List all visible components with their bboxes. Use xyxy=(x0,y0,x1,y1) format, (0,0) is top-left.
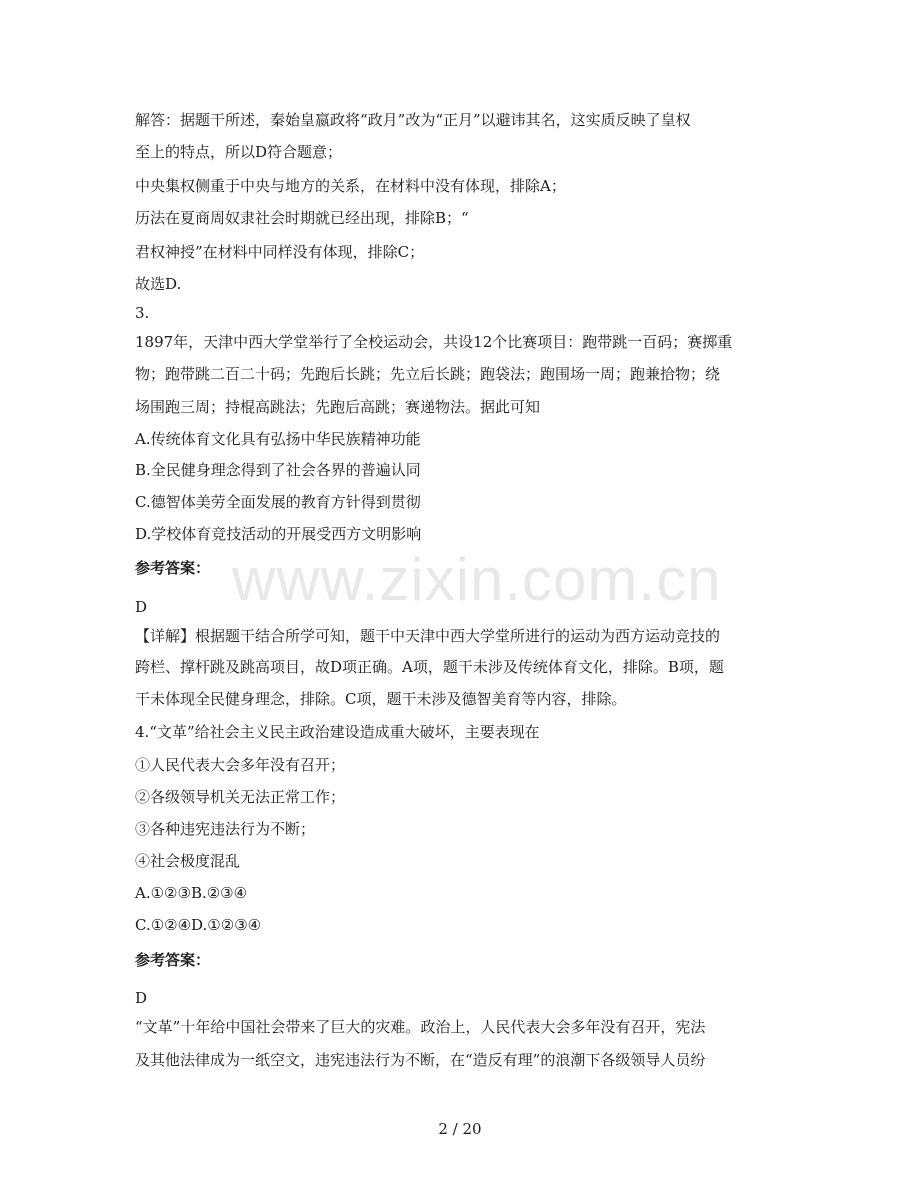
statement-item: ③各种违宪违法行为不断； xyxy=(135,820,316,838)
option-c: C.德智体美劳全面发展的教育方针得到贯彻 xyxy=(135,493,421,511)
question-stem-line: 1897年，天津中西大学堂举行了全校运动会，共设12个比赛项目：跑带跳一百码；赛掷重 xyxy=(135,333,733,351)
question-number: 3. xyxy=(135,304,150,322)
answer-text-line: 至上的特点，所以D符合题意； xyxy=(135,143,343,161)
answer-text-line: 解答：据题干所述，秦始皇嬴政将“政月”改为“正月”以避讳其名，这实质反映了皇权 xyxy=(135,111,691,129)
option-d: D.学校体育竞技活动的开展受西方文明影响 xyxy=(135,525,422,543)
question-stem-line: 4.“文革”给社会主义民主政治建设造成重大破坏，主要表现在 xyxy=(135,723,540,741)
option-a: A.传统体育文化具有弘扬中华民族精神功能 xyxy=(135,430,421,448)
explanation-line: 【详解】根据题干结合所学可知，题干中天津中西大学堂所进行的运动为西方运动竞技的 xyxy=(135,627,721,645)
question-stem-line: 场围跑三周；持棍高跳法；先跑后高跳；赛递物法。据此可知 xyxy=(135,398,541,416)
options-cd: C.①②④D.①②③④ xyxy=(135,916,262,934)
page-number: 2 / 20 xyxy=(438,1120,482,1138)
answer-text-line: 中央集权侧重于中央与地方的关系，在材料中没有体现，排除A； xyxy=(135,177,566,195)
statement-item: ①人民代表大会多年没有召开； xyxy=(135,756,346,774)
watermark: www.zixin.com.cn xyxy=(232,546,722,613)
answer-letter: D xyxy=(135,989,148,1007)
answer-letter: D xyxy=(135,598,148,616)
answer-text-line: 故选D. xyxy=(135,275,182,293)
options-ab: A.①②③B.②③④ xyxy=(135,884,248,902)
explanation-line: 及其他法律成为一纸空文，违宪违法行为不断，在“造反有理”的浪潮下各级领导人员纷 xyxy=(135,1051,706,1069)
statement-item: ②各级领导机关无法正常工作； xyxy=(135,788,346,806)
question-stem-line: 物；跑带跳二百二十码；先跑后长跳；先立后长跳；跑袋法；跑围场一周；跑兼拾物；绕 xyxy=(135,365,721,383)
explanation-line: “文革”十年给中国社会带来了巨大的灾难。政治上，人民代表大会多年没有召开，宪法 xyxy=(135,1018,706,1036)
answer-text-line: 历法在夏商周奴隶社会时期就已经出现，排除B；“ xyxy=(135,209,469,227)
explanation-line: 跨栏、撑杆跳及跳高项目，故D项正确。A项，题干未涉及传统体育文化，排除。B项，题 xyxy=(135,658,724,676)
statement-item: ④社会极度混乱 xyxy=(135,852,241,870)
answer-heading: 参考答案： xyxy=(135,559,211,577)
answer-heading: 参考答案： xyxy=(135,951,211,969)
option-b: B.全民健身理念得到了社会各界的普遍认同 xyxy=(135,461,421,479)
explanation-line: 干未体现全民健身理念，排除。C项，题干未涉及德智美育等内容，排除。 xyxy=(135,690,627,708)
answer-text-line: 君权神授”在材料中同样没有体现，排除C； xyxy=(135,243,425,261)
